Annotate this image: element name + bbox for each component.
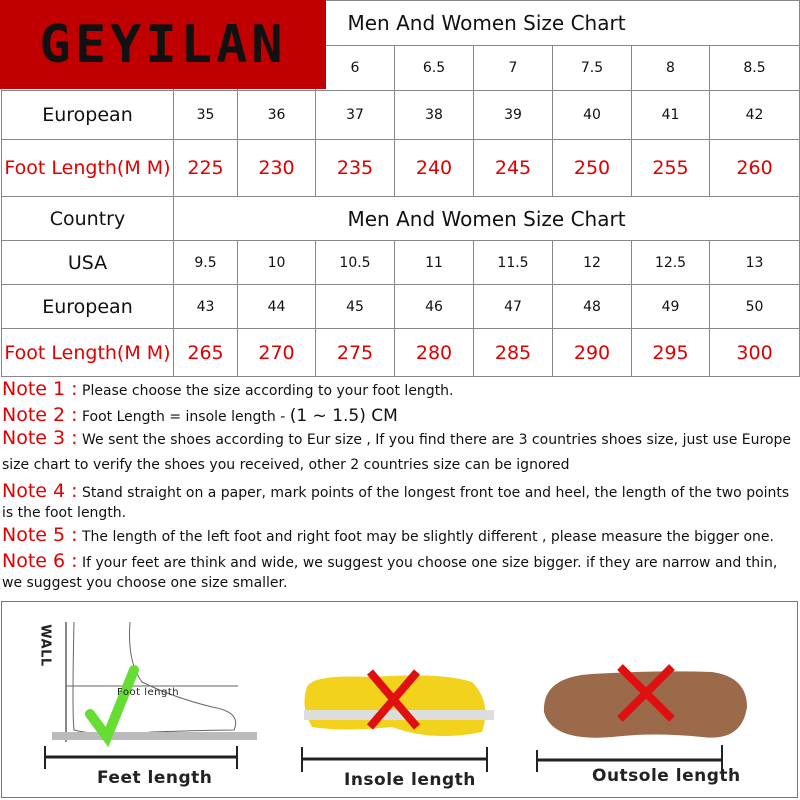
cell: 275	[316, 329, 395, 377]
note-key: Note 6 :	[2, 549, 78, 572]
cell: 10.5	[316, 241, 395, 285]
brand-logo	[0, 0, 326, 89]
cell: 235	[316, 140, 395, 197]
cell: 45	[316, 285, 395, 329]
wall-label: WALL	[37, 624, 53, 667]
note-text: Foot Length = insole length -	[82, 408, 290, 425]
cell: 43	[174, 285, 238, 329]
cell: 38	[395, 91, 474, 140]
cell: 37	[316, 91, 395, 140]
note-key: Note 5 :	[2, 524, 78, 547]
note-2	[2, 403, 798, 429]
cell: 41	[632, 91, 710, 140]
size-chart-table-2	[1, 196, 800, 377]
cell: 290	[553, 329, 632, 377]
cell: 44	[238, 285, 316, 329]
cell: 8.5	[710, 46, 800, 91]
cell: 6.5	[395, 46, 474, 91]
row-label: USA	[2, 241, 174, 285]
row-label: European	[2, 91, 174, 140]
note-text: Please choose the size according to your foot length.	[82, 383, 454, 399]
cell: 35	[174, 91, 238, 140]
note-text-cm: (1 ~ 1.5) CM	[289, 405, 398, 426]
cell: 8	[632, 46, 710, 91]
cell: 6	[316, 46, 395, 91]
note-key: Note 3 :	[2, 427, 78, 450]
cell: 11.5	[474, 241, 553, 285]
cell: 40	[553, 91, 632, 140]
cell: 46	[395, 285, 474, 329]
logo-text: GEYILAN	[39, 14, 287, 75]
feet-length-caption: Feet length	[97, 768, 213, 788]
cell: 270	[238, 329, 316, 377]
cell: 255	[632, 140, 710, 197]
cell: 295	[632, 329, 710, 377]
foot-length-label: Foot length	[117, 687, 180, 698]
note-key: Note 2 :	[2, 403, 78, 426]
cell: 280	[395, 329, 474, 377]
cell: 48	[553, 285, 632, 329]
insole-length-caption: Insole length	[344, 770, 476, 790]
cell: 50	[710, 285, 800, 329]
european-row	[2, 285, 800, 329]
note-6	[2, 549, 798, 594]
note-key: Note 4 :	[2, 479, 78, 502]
cell: 245	[474, 140, 553, 197]
cell: 39	[474, 91, 553, 140]
cell: 36	[238, 91, 316, 140]
foot-length-row	[2, 140, 800, 197]
note-1	[2, 377, 798, 403]
note-text: The length of the left foot and right foot may be slightly different , please measure the bigger one.	[82, 529, 774, 546]
cell: 285	[474, 329, 553, 377]
cell: 260	[710, 140, 800, 197]
cell: 265	[174, 329, 238, 377]
foot-length-row	[2, 329, 800, 377]
cell: 47	[474, 285, 553, 329]
note-5	[2, 523, 798, 549]
row-label: European	[2, 285, 174, 329]
cell: 230	[238, 140, 316, 197]
notes	[2, 377, 798, 593]
cell: 12	[553, 241, 632, 285]
chart-title: Men And Women Size Chart	[174, 197, 800, 241]
row-label: Foot Length(M M)	[2, 140, 174, 197]
cell: 225	[174, 140, 238, 197]
cell: 42	[710, 91, 800, 140]
cell: 7.5	[553, 46, 632, 91]
row-label: Foot Length(M M)	[2, 329, 174, 377]
note-key: Note 1 :	[2, 378, 78, 400]
cell: 49	[632, 285, 710, 329]
cell: 9.5	[174, 241, 238, 285]
note-text: Stand straight on a paper, mark points of the longest front toe and heel, the length of the two points is the foot length.	[2, 484, 790, 522]
note-4	[2, 479, 798, 524]
country-header: Country	[2, 197, 174, 241]
usa-row	[2, 241, 800, 285]
cell: 240	[395, 140, 474, 197]
note-3	[2, 426, 798, 478]
note-text: We sent the shoes according to Eur size , If you find there are 3 countries shoes size, just use Europe size chart to verify the shoes you received, other 2 countries size can be ignored	[2, 432, 792, 474]
outsole-length-caption: Outsole length	[592, 766, 741, 786]
cell: 13	[710, 241, 800, 285]
cell: 12.5	[632, 241, 710, 285]
cell: 300	[710, 329, 800, 377]
measurement-guide	[1, 601, 798, 798]
note-text: If your feet are think and wide, we suggest you choose one size bigger. if they are narrow and thin, we suggest you choose one size smaller.	[2, 554, 778, 592]
cell: 11	[395, 241, 474, 285]
cell: 7	[474, 46, 553, 91]
chart-title: Men And Women Size Chart	[174, 1, 800, 46]
european-row	[2, 91, 800, 140]
cell: 250	[553, 140, 632, 197]
cell: 10	[238, 241, 316, 285]
